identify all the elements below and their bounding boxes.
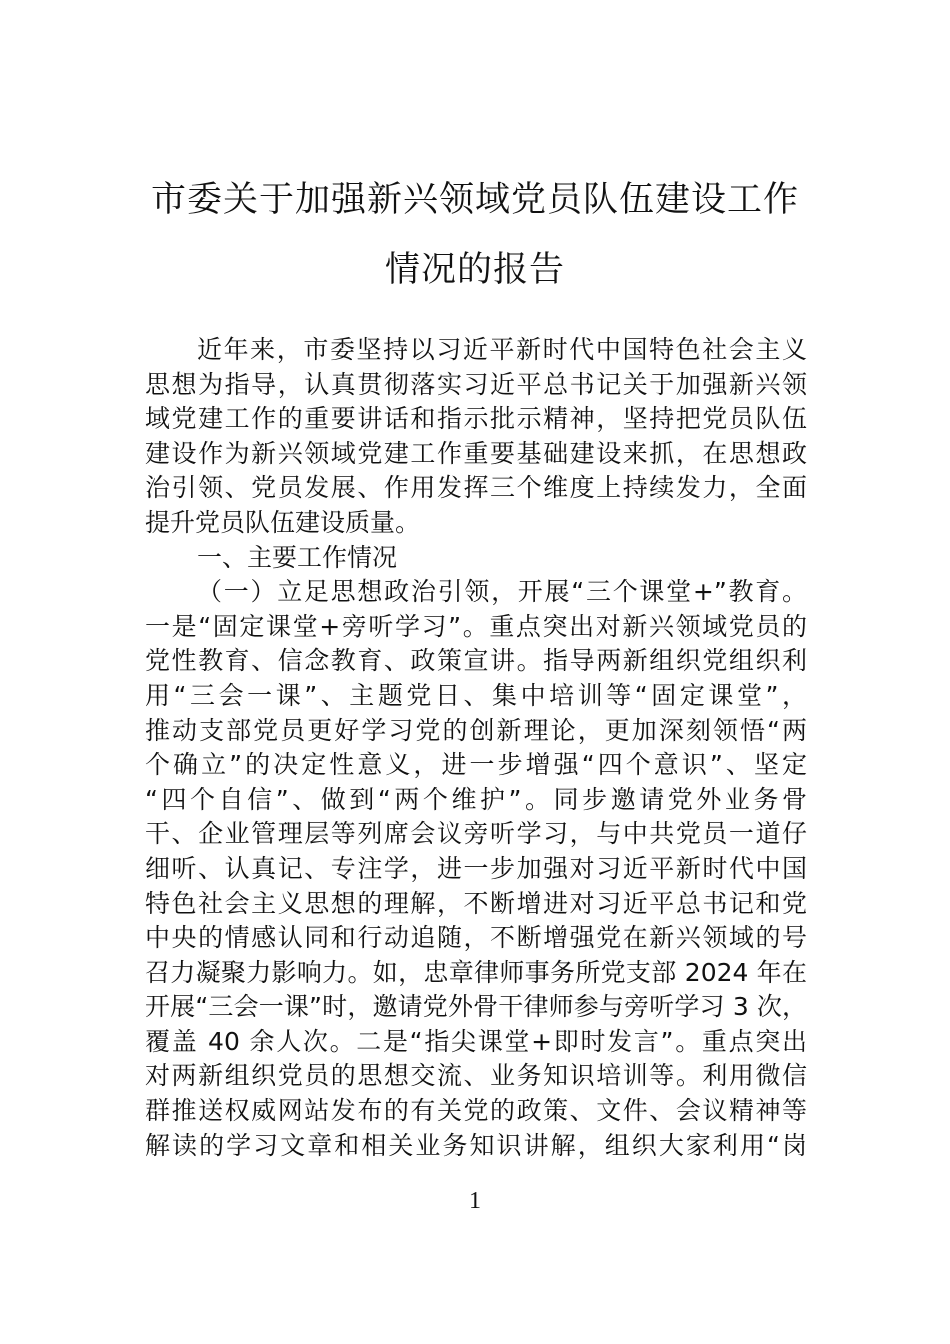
document-title-line-1: 市委关于加强新兴领域党员队伍建设工作 [150, 180, 799, 220]
text-line: 一、主要工作情况 [197, 542, 398, 572]
text-line: 特色社会主义思想的理解，不断增进对习近平总书记和党 [145, 888, 807, 918]
text-line: 开展“三会一课”时，邀请党外骨干律师参与旁听学习 3 次， [145, 992, 807, 1022]
text-line: 推动支部党员更好学习党的创新理论，更加深刻领悟“两 [145, 715, 807, 745]
text-line: 召力凝聚力影响力。如，忠章律师事务所党支部 2024 年在 [145, 957, 807, 987]
text-line: 群推送权威网站发布的有关党的政策、文件、会议精神等 [145, 1096, 807, 1126]
text-line: 对两新组织党员的思想交流、业务知识培训等。利用微信 [145, 1061, 807, 1091]
text-line: “四个自信”、做到“两个维护”。同步邀请党外业务骨 [145, 784, 807, 814]
text-line: 一是“固定课堂+旁听学习”。重点突出对新兴领域党员的 [145, 611, 807, 641]
text-line: 党性教育、信念教育、政策宣讲。指导两新组织党组织利 [145, 646, 807, 676]
text-line: 域党建工作的重要讲话和指示批示精神，坚持把党员队伍 [145, 404, 807, 434]
text-line: 用“三会一课”、主题党日、集中培训等“固定课堂”， [145, 680, 807, 710]
text-line: 个确立”的决定性意义，进一步增强“四个意识”、坚定 [145, 750, 807, 780]
text-line: 干、企业管理层等列席会议旁听学习，与中共党员一道仔 [145, 819, 807, 849]
text-line: 建设作为新兴领域党建工作重要基础建设来抓，在思想政 [145, 438, 807, 468]
text-line: 治引领、党员发展、作用发挥三个维度上持续发力，全面 [145, 473, 807, 503]
text-line: （一）立足思想政治引领，开展“三个课堂+”教育。 [197, 577, 807, 607]
text-line: 细听、认真记、专注学，进一步加强对习近平新时代中国 [145, 853, 807, 883]
text-line: 覆盖 40 余人次。二是“指尖课堂+即时发言”。重点突出 [145, 1026, 807, 1056]
text-line: 中央的情感认同和行动追随，不断增强党在新兴领域的号 [145, 923, 807, 953]
text-line: 提升党员队伍建设质量。 [145, 507, 421, 537]
page-number: 1 [469, 1188, 481, 1214]
text-line: 解读的学习文章和相关业务知识讲解，组织大家利用“岗 [145, 1130, 807, 1160]
document-title-line-2: 情况的报告 [384, 250, 565, 290]
text-line: 思想为指导，认真贯彻落实习近平总书记关于加强新兴领 [145, 369, 807, 399]
text-line: 近年来，市委坚持以习近平新时代中国特色社会主义 [197, 335, 807, 364]
document-body [145, 333, 807, 1163]
